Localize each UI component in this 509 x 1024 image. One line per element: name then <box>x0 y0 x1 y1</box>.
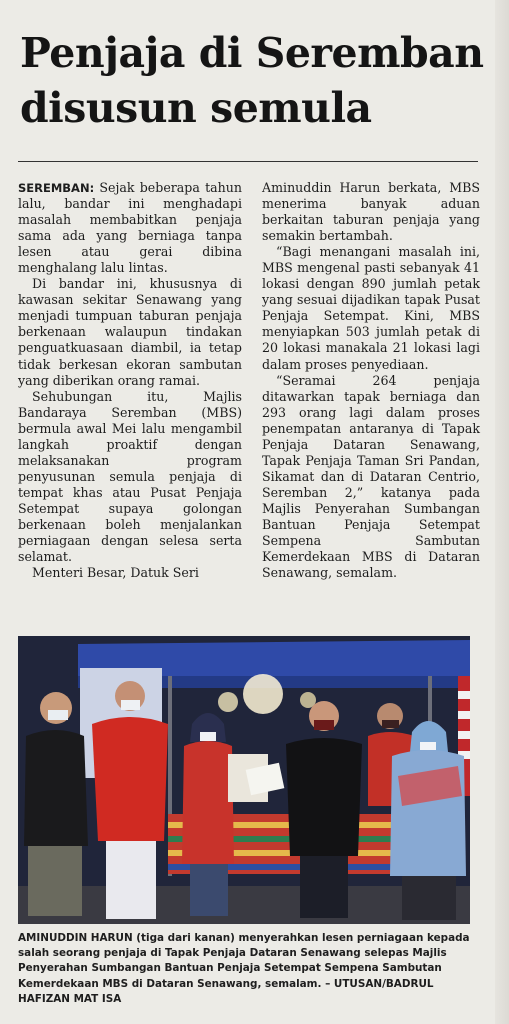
article-paragraph: Aminuddin Harun berkata, MBS menerima banyak aduan berkaitan taburan penjaja yang semakin bertambah. <box>262 180 480 244</box>
paragraph-text: Sejak beberapa tahun lalu, bandar ini menghadapi masalah membabitkan penjaja sama ada yang berniaga tanpa lesen atau gerai dibina menghalang lalu lintas. <box>18 180 242 276</box>
headline-line-1: Penjaja di Seremban <box>20 29 484 77</box>
headline <box>20 26 490 136</box>
photo-caption <box>18 931 488 1007</box>
article-paragraph <box>18 180 242 276</box>
news-photo <box>18 636 470 924</box>
caption-lead: AMINUDDIN HARUN <box>18 932 133 944</box>
article-paragraph: “Bagi menangani masalah ini, MBS mengenal pasti sebanyak 41 lokasi dengan 890 jumlah petak yang sesuai dijadikan tapak Pusat Penjaja Setempat. Kini, MBS menyiapkan 503 jumlah petak di 20 lokasi manakala 21 lokasi lagi dalam proses penyediaan. <box>262 244 480 372</box>
caption-text: (tiga dari kanan) menyerahkan lesen perniagaan kepada salah seorang penjaja di Tapak Penjaja Dataran Senawang selepas Majlis Penyerahan Sumbangan Bantuan Penjaja Setempat Sempena Sambutan Kemerdekaan MBS di Dataran Senawang, semalam. – UTUSAN/BADRUL HAFIZAN MAT ISA <box>18 932 470 1005</box>
article-paragraph: Sehubungan itu, Majlis Bandaraya Seremban (MBS) bermula awal Mei lalu mengambil langkah proaktif dengan melaksanakan program penyusunan semula penjaja di tempat khas atau Pusat Penjaja Setempat supaya golongan berkenaan boleh menjalankan perniagaan dengan selesa serta selamat. <box>18 388 242 565</box>
article-column-left <box>18 180 242 581</box>
headline-divider <box>18 161 478 162</box>
article-paragraph: Di bandar ini, khususnya di kawasan sekitar Senawang yang menjadi tumpuan taburan penjaja berkenaan walaupun tindakan penguatkuasaan diambil, ia tetap tidak berkesan ekoran sambutan yang diberikan orang ramai. <box>18 276 242 388</box>
dateline: SEREMBAN: <box>18 181 95 195</box>
article-paragraph: “Seramai 264 penjaja ditawarkan tapak berniaga dan 293 orang lagi dalam proses penempatan antaranya di Tapak Penjaja Dataran Senawang, Tapak Penjaja Taman Sri Pandan, Sikamat dan di Dataran Centrio, Seremban 2,” katanya pada Majlis Penyerahan Sumbangan Bantuan Penjaja Setempat Sempena Sambutan Kemerdekaan MBS di Dataran Senawang, semalam. <box>262 372 480 581</box>
article-column-right <box>262 180 480 581</box>
article-paragraph: Menteri Besar, Datuk Seri <box>32 565 199 581</box>
headline-line-2: disusun semula <box>20 84 372 132</box>
page-edge <box>495 0 509 1024</box>
